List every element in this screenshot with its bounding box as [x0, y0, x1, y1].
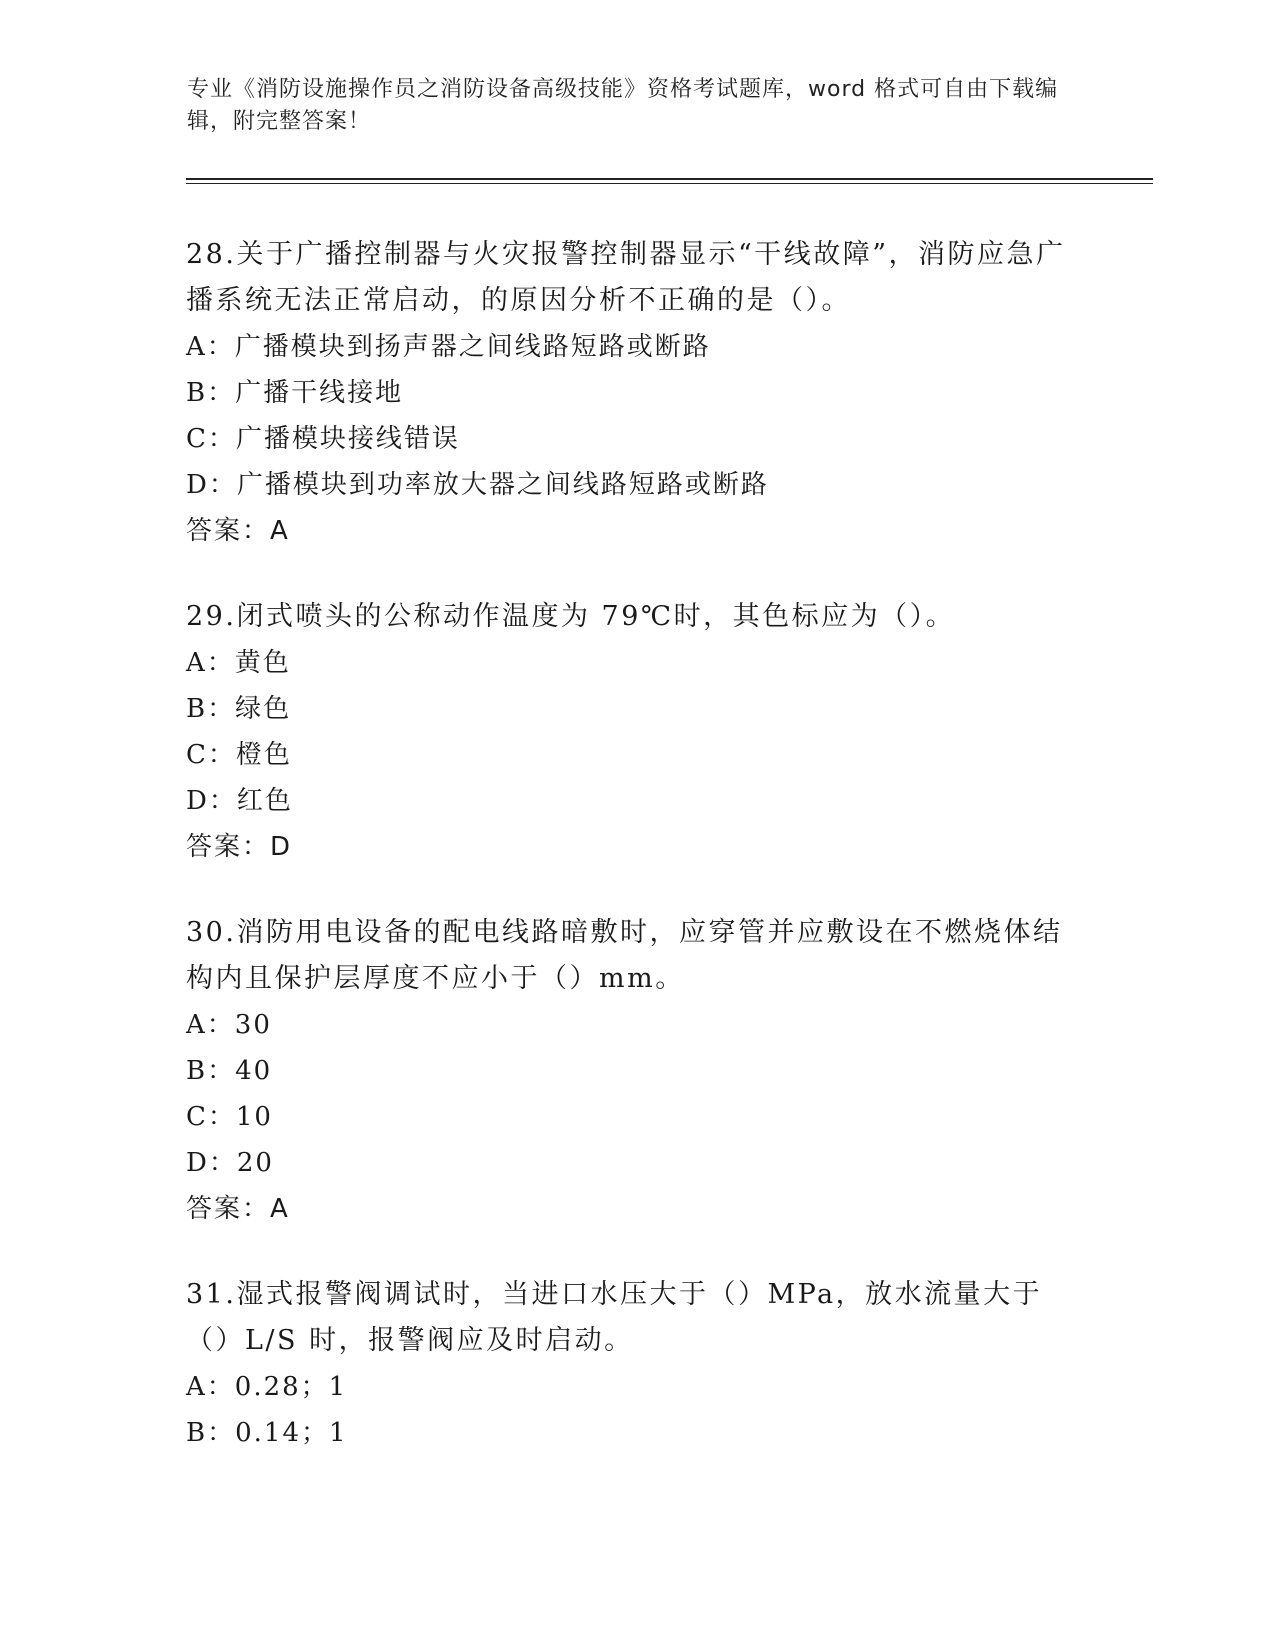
question-stem: 30.消防用电设备的配电线路暗敷时，应穿管并应敷设在不燃烧体结构内且保护层厚度不应小于（）mm。 — [186, 917, 1063, 994]
header-note: 专业《消防设施操作员之消防设备高级技能》资格考试题库，word 格式可自由下载编辑，附完整答案！ — [187, 77, 1059, 134]
question-stem: 31.湿式报警阀调试时，当进口水压大于（）MPa，放水流量大于（）L/S 时，报警阀应及时启动。 — [186, 1279, 1043, 1356]
option-c: C：橙色 — [186, 740, 292, 770]
option-c: C：广播模块接线错误 — [186, 424, 460, 454]
question-list — [186, 232, 1066, 1496]
option-d: D：广播模块到功率放大器之间线路短路或断路 — [186, 470, 769, 500]
question-30 — [186, 910, 1066, 1232]
option-d: D：红色 — [186, 786, 293, 816]
question-stem: 28.关于广播控制器与火灾报警控制器显示“干线故障”，消防应急广播系统无法正常启动，的原因分析不正确的是（）。 — [186, 239, 1066, 316]
question-28 — [186, 232, 1066, 554]
option-b: B：0.14；1 — [186, 1418, 348, 1448]
option-a: A：0.28；1 — [186, 1372, 348, 1402]
header-divider-thin — [186, 183, 1153, 184]
question-29 — [186, 594, 1066, 870]
option-d: D：20 — [186, 1148, 274, 1178]
option-a: A：30 — [186, 1010, 272, 1040]
question-31 — [186, 1272, 1066, 1456]
header-divider-thick — [186, 178, 1153, 180]
answer-label: 答案：D — [186, 832, 293, 862]
option-b: B：绿色 — [186, 694, 292, 724]
answer-label: 答案：A — [186, 516, 290, 546]
option-b: B：40 — [186, 1056, 273, 1086]
option-a: A：黄色 — [186, 648, 291, 678]
option-c: C：10 — [186, 1102, 273, 1132]
answer-label: 答案：A — [186, 1194, 290, 1224]
question-stem: 29.闭式喷头的公称动作温度为 79℃时，其色标应为（）。 — [186, 601, 956, 632]
option-b: B：广播干线接地 — [186, 378, 404, 408]
option-a: A：广播模块到扬声器之间线路短路或断路 — [186, 332, 711, 362]
